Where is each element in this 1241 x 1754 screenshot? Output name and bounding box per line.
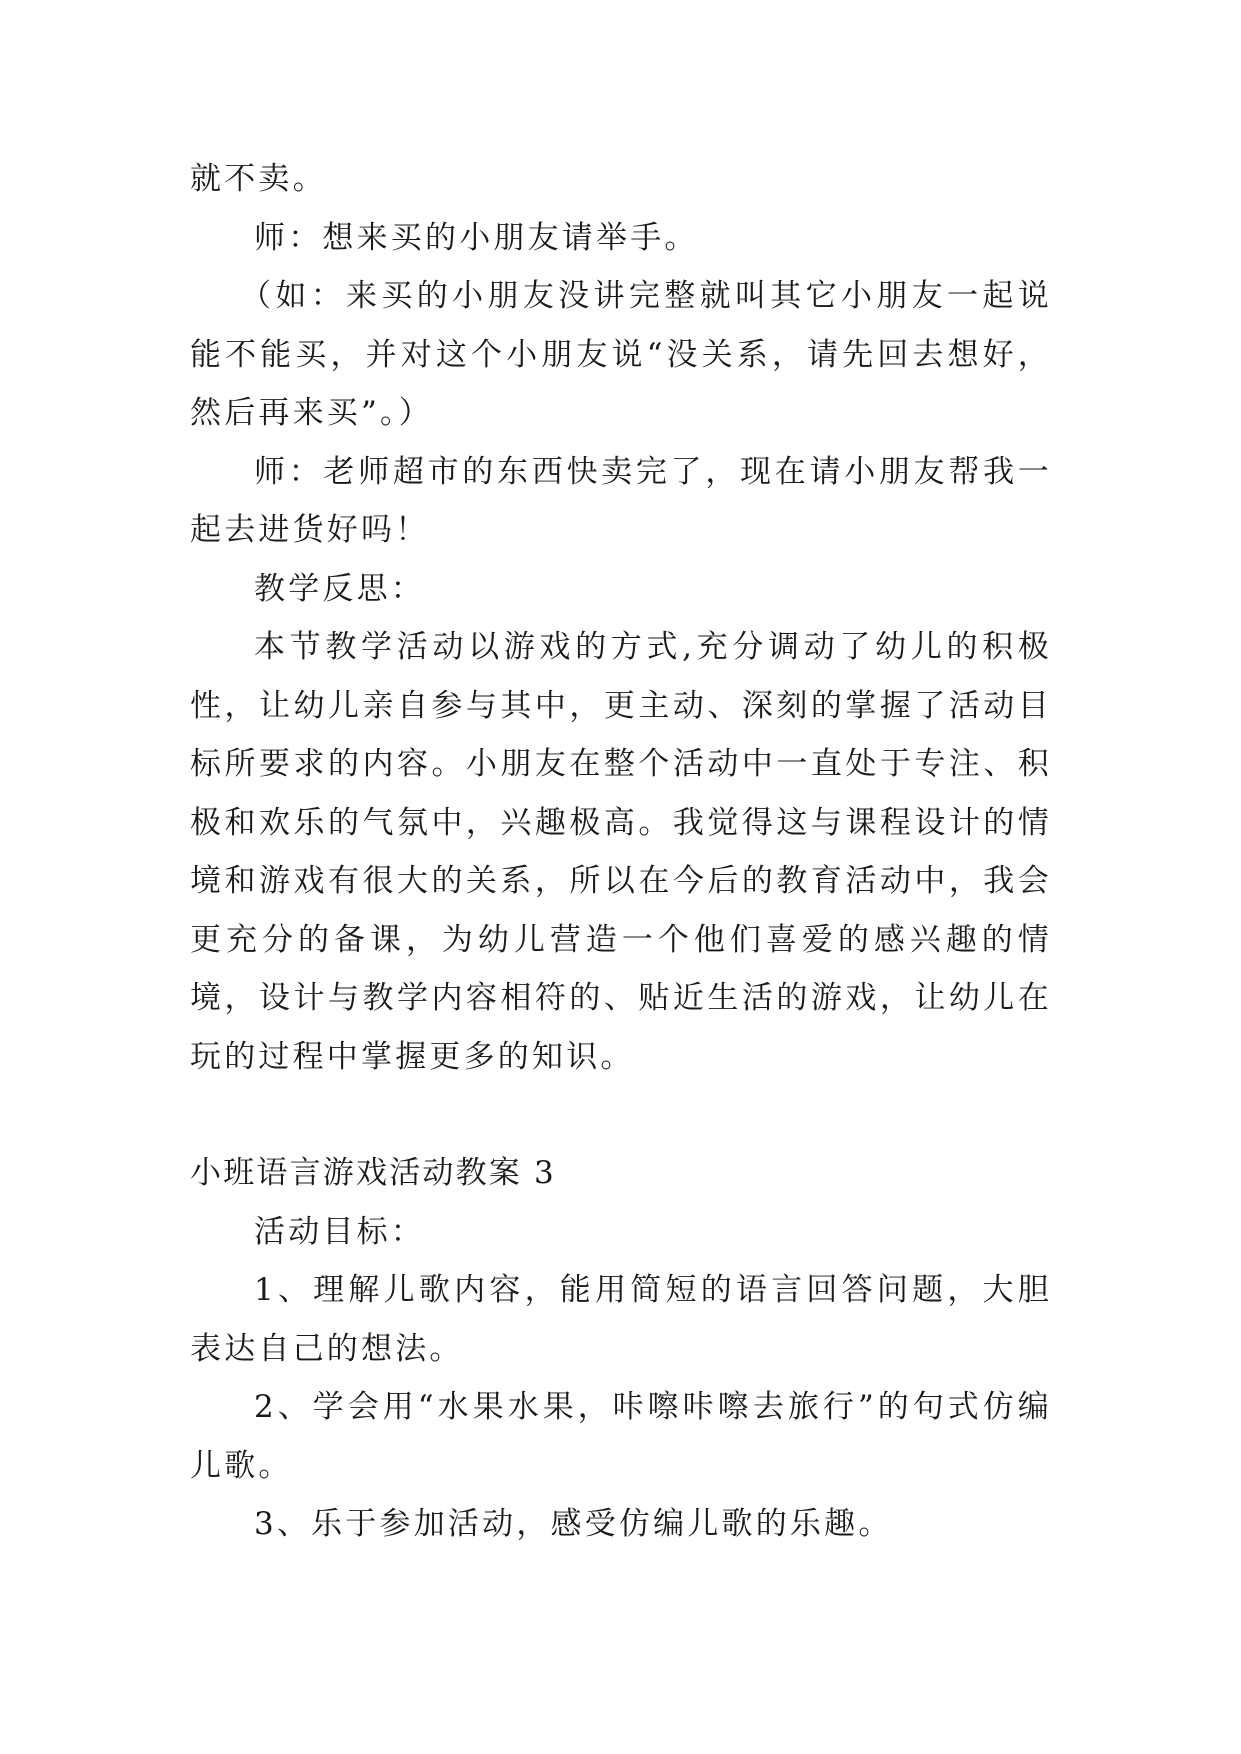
paragraph-reflection-body: 本节教学活动以游戏的方式,充分调动了幼儿的积极性，让幼儿亲自参与其中，更主动、深刻的掌握了活动目标所要求的内容。小朋友在整个活动中一直处于专注、积极和欢乐的气氛中，兴趣极高。我觉得这与课程设计的情境和游戏有很大的关系，所以在今后的教育活动中，我会更充分的备课，为幼儿营造一个他们喜爱的感兴趣的情境，设计与教学内容相符的、贴近生活的游戏，让幼儿在玩的过程中掌握更多的知识。 [190, 629, 1052, 1075]
paragraph-note: （如：来买的小朋友没讲完整就叫其它小朋友一起说能不能买，并对这个小朋友说“没关系，请先回去想好，然后再来买”。） [190, 278, 1052, 431]
document-page [190, 150, 1052, 1554]
section-title: 小班语言游戏活动教案 3 [190, 1155, 556, 1191]
paragraph-goal-2: 2、学会用“水果水果，咔嚓咔嚓去旅行”的句式仿编儿歌。 [190, 1389, 1052, 1484]
paragraph-teacher-line-2: 师：老师超市的东西快卖完了，现在请小朋友帮我一起去进货好吗！ [190, 453, 1052, 548]
paragraph-reflection-heading: 教学反思： [254, 570, 425, 607]
paragraph-continuation: 就不卖。 [190, 161, 327, 197]
paragraph-goal-1: 1、理解儿歌内容，能用简短的语言回答问题，大胆表达自己的想法。 [190, 1272, 1052, 1367]
paragraph-goals-heading: 活动目标： [254, 1213, 425, 1250]
paragraph-goal-3: 3、乐于参加活动，感受仿编儿歌的乐趣。 [254, 1506, 893, 1542]
paragraph-teacher-line-1: 师：想来买的小朋友请举手。 [254, 219, 699, 256]
